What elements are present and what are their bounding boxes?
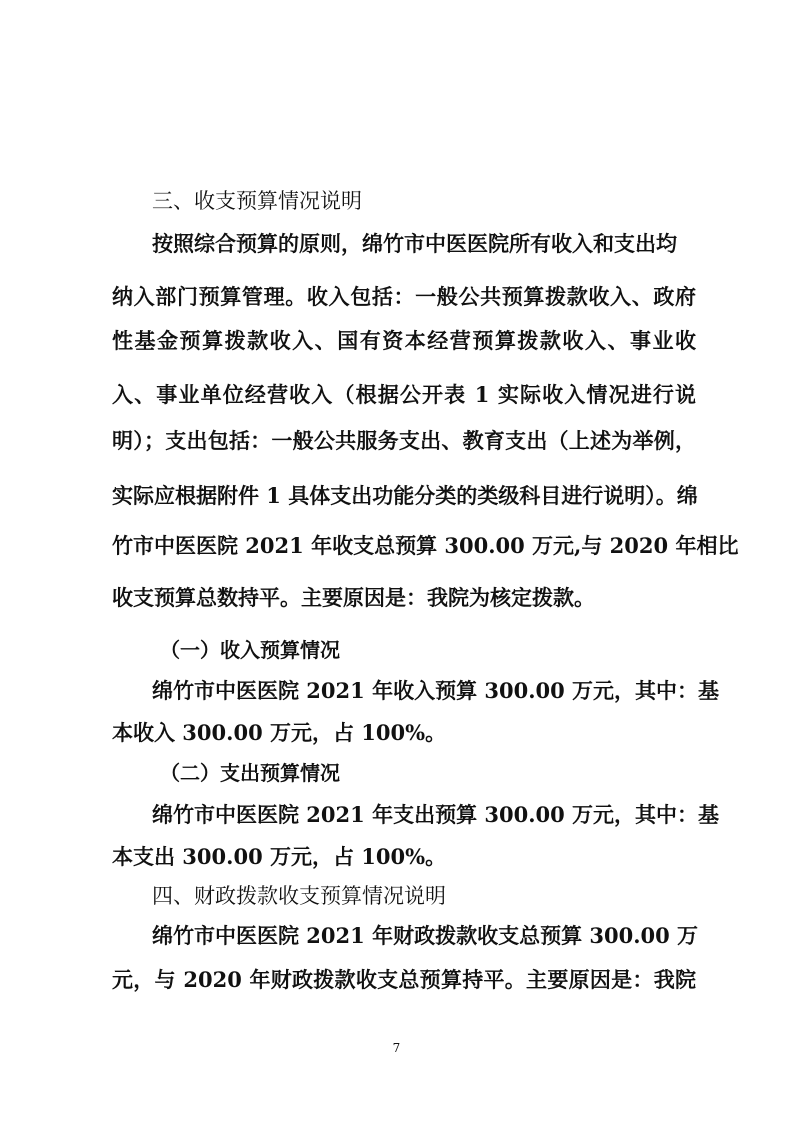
section-4-line: 元，与 2020 年财政拨款收支总预算持平。主要原因是：我院 xyxy=(112,967,696,992)
expense-line: 绵竹市中医医院 2021 年支出预算 300.00 万元，其中：基 xyxy=(152,802,720,827)
income-line: 绵竹市中医医院 2021 年收入预算 300.00 万元，其中：基 xyxy=(152,678,720,703)
paragraph-line: 性基金预算拨款收入、国有资本经营预算拨款收入、事业收 xyxy=(112,328,696,353)
paragraph-line: 纳入部门预算管理。收入包括：一般公共预算拨款收入、政府 xyxy=(112,284,696,309)
paragraph-line: 竹市中医医院 2021 年收支总预算 300.00 万元,与 2020 年相比 xyxy=(112,533,739,558)
section-4-line: 绵竹市中医医院 2021 年财政拨款收支总预算 300.00 万 xyxy=(152,923,699,948)
income-heading: （一）收入预算情况 xyxy=(160,638,340,662)
paragraph-line: 明）；支出包括：一般公共服务支出、教育支出（上述为举例， xyxy=(112,428,696,453)
expense-heading: （二）支出预算情况 xyxy=(160,761,340,785)
expense-line: 本支出 300.00 万元，占 100%。 xyxy=(112,844,447,869)
page-number: 7 xyxy=(392,1041,401,1055)
paragraph-line: 按照综合预算的原则，绵竹市中医医院所有收入和支出均 xyxy=(152,231,677,256)
paragraph-line: 实际应根据附件 1 具体支出功能分类的类级科目进行说明）。绵 xyxy=(112,483,698,508)
section-heading-3: 三、收支预算情况说明 xyxy=(152,189,362,213)
income-line: 本收入 300.00 万元，占 100%。 xyxy=(112,720,447,745)
paragraph-line: 入、事业单位经营收入（根据公开表 1 实际收入情况进行说 xyxy=(112,382,696,407)
paragraph-line: 收支预算总数持平。主要原因是：我院为核定拨款。 xyxy=(112,585,595,610)
section-heading-4: 四、财政拨款收支预算情况说明 xyxy=(152,884,446,908)
